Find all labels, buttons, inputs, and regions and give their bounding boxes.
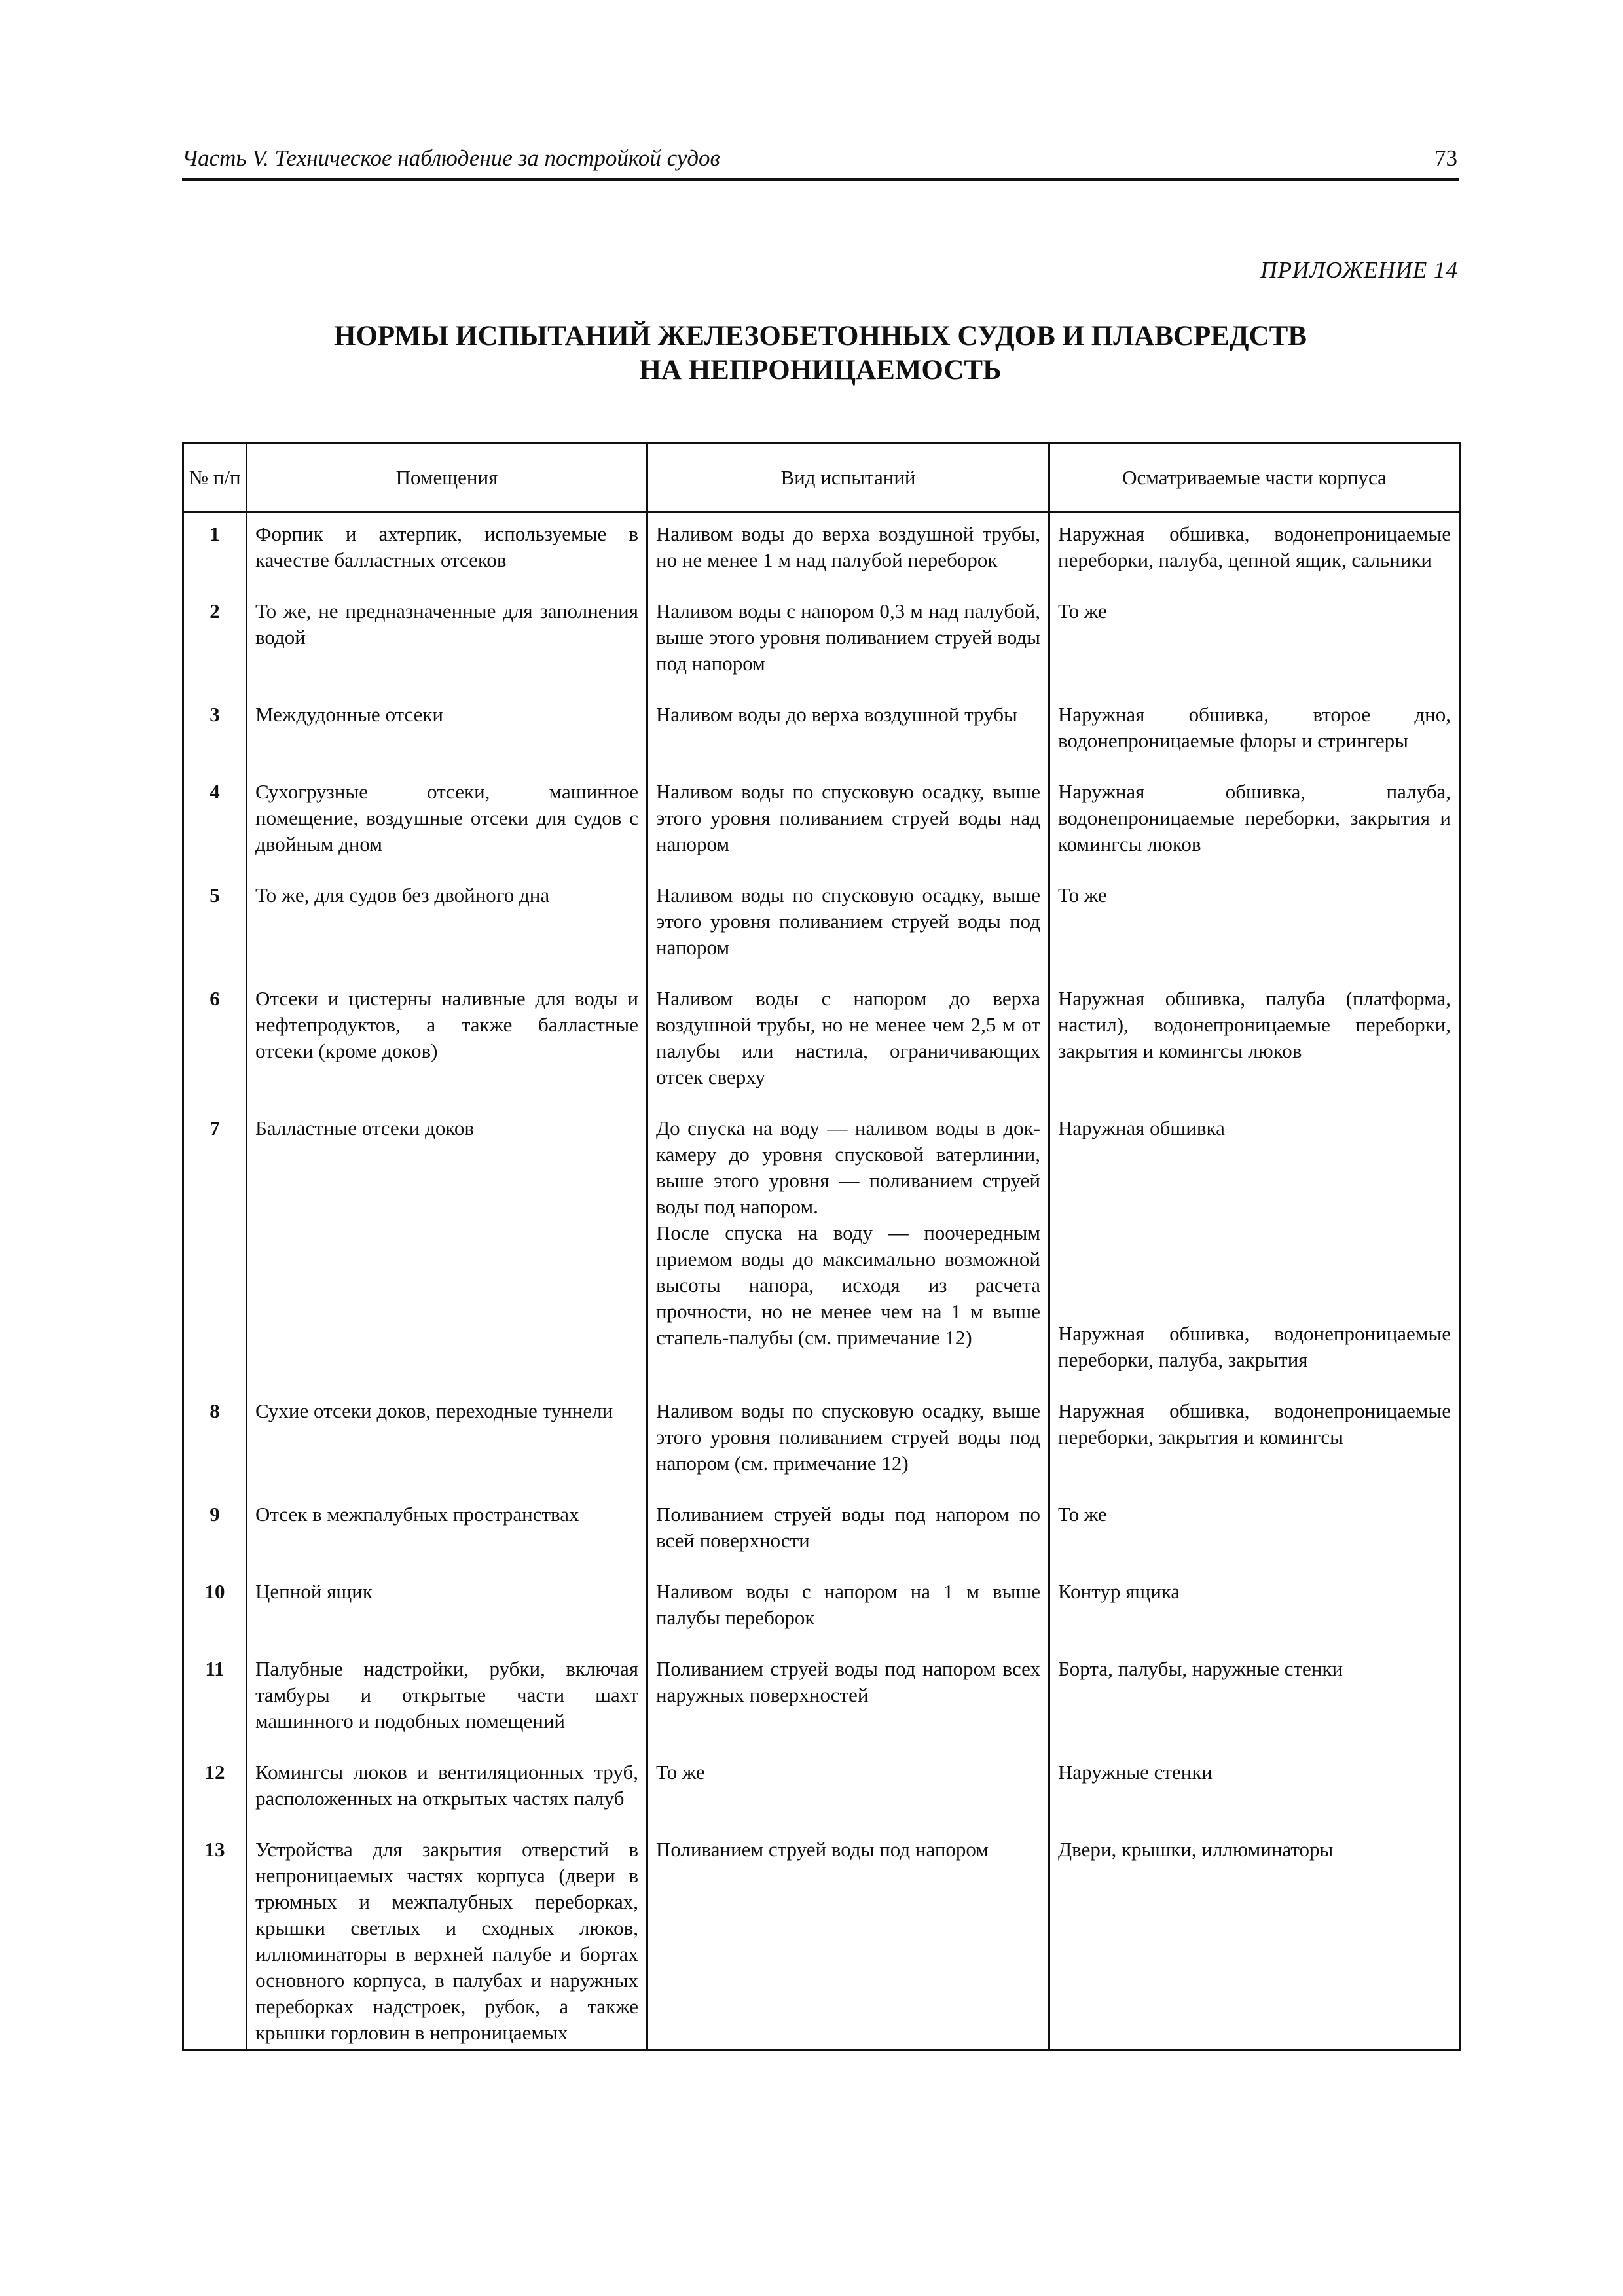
parts-cell: То же xyxy=(1049,598,1460,702)
header-test-type: Вид испытаний xyxy=(647,444,1049,512)
row-number: 12 xyxy=(183,1759,247,1837)
table-row xyxy=(183,986,1460,1115)
row-number: 5 xyxy=(183,882,247,986)
row-number: 2 xyxy=(183,598,247,702)
title-line-2: НА НЕПРОНИЦАЕМОСТЬ xyxy=(639,355,1002,386)
table-row xyxy=(183,702,1460,779)
table-row xyxy=(183,598,1460,702)
test-cell: Наливом воды с напором на 1 м выше палубы переборок xyxy=(647,1579,1049,1656)
room-cell: Комингсы люков и вентиляционных труб, расположенных на открытых частях палуб xyxy=(247,1759,647,1837)
row-number: 11 xyxy=(183,1656,247,1759)
room-cell: То же, для судов без двойного дна xyxy=(247,882,647,986)
row-number: 9 xyxy=(183,1501,247,1579)
table-row xyxy=(183,779,1460,882)
test-cell: Наливом воды по спусковую осадку, выше этого уровня поливанием струей воды над напором xyxy=(647,779,1049,882)
row-number: 3 xyxy=(183,702,247,779)
parts-cell: Наружная обшивка, водонепроницаемые переборки, палуба, цепной ящик, сальники xyxy=(1049,521,1460,598)
test-after-launch: После спуска на воду — поочередным приемом воды до максимально возможной высоты напора, исходя из расчета прочности, но не менее чем на 1 м выше стапель-палубы (см. примечание 12) xyxy=(656,1221,1040,1349)
test-cell: Наливом воды с напором до верха воздушной трубы, но не менее чем 2,5 м от палубы или настила, ограничивающих отсек сверху xyxy=(647,986,1049,1115)
room-cell: Сухие отсеки доков, переходные туннели xyxy=(247,1398,647,1501)
document-title xyxy=(182,319,1459,387)
parts-cell: Наружная обшивка, палуба, водонепроницаемые переборки, закрытия и комингсы люков xyxy=(1049,779,1460,882)
parts-cell: То же xyxy=(1049,1501,1460,1579)
table-row xyxy=(183,1656,1460,1759)
parts-cell: Наружная обшивка, палуба (платформа, настил), водонепроницаемые переборки, закрытия и комингсы люков xyxy=(1049,986,1460,1115)
row-number: 6 xyxy=(183,986,247,1115)
header-rule xyxy=(182,178,1459,181)
parts-cell: Наружная обшивка, второе дно, водонепроницаемые флоры и стрингеры xyxy=(1049,702,1460,779)
room-cell: То же, не предназначенные для заполнения водой xyxy=(247,598,647,702)
norms-table xyxy=(182,442,1461,2051)
room-cell: Форпик и ахтерпик, используемые в качестве балластных отсеков xyxy=(247,521,647,598)
parts-cell: Двери, крышки, иллюминаторы xyxy=(1049,1837,1460,2050)
header-inspected-parts: Осматриваемые части корпуса xyxy=(1049,444,1460,512)
room-cell: Цепной ящик xyxy=(247,1579,647,1656)
test-cell xyxy=(647,1115,1049,1398)
parts-cell: То же xyxy=(1049,882,1460,986)
table-header-row xyxy=(183,444,1460,512)
header-number: № п/п xyxy=(183,444,247,512)
row-number: 8 xyxy=(183,1398,247,1501)
test-cell: Наливом воды по спусковую осадку, выше этого уровня поливанием струей воды под напором (см. примечание 12) xyxy=(647,1398,1049,1501)
appendix-label: ПРИЛОЖЕНИЕ 14 xyxy=(1260,257,1458,283)
room-cell: Балластные отсеки доков xyxy=(247,1115,647,1398)
room-cell: Отсек в межпалубных пространствах xyxy=(247,1501,647,1579)
parts-after-launch: Наружная обшивка, водонепроницаемые переборки, палуба, закрытия xyxy=(1058,1322,1451,1371)
table-row xyxy=(183,1115,1460,1398)
test-before-launch: До спуска на воду — наливом воды в док-камеру до уровня спусковой ватерлинии, выше этого уровня — поливанием струей воды под напором. xyxy=(656,1117,1040,1218)
title-line-1: НОРМЫ ИСПЫТАНИЙ ЖЕЛЕЗОБЕТОННЫХ СУДОВ И ПЛАВСРЕДСТВ xyxy=(334,321,1307,351)
row-number: 7 xyxy=(183,1115,247,1398)
parts-cell: Борта, палубы, наружные стенки xyxy=(1049,1656,1460,1759)
row-number: 13 xyxy=(183,1837,247,2050)
parts-cell: Наружные стенки xyxy=(1049,1759,1460,1837)
room-cell: Междудонные отсеки xyxy=(247,702,647,779)
test-cell: Наливом воды по спусковую осадку, выше этого уровня поливанием струей воды под напором xyxy=(647,882,1049,986)
room-cell: Палубные надстройки, рубки, включая тамбуры и открытые части шахт машинного и подобных помещений xyxy=(247,1656,647,1759)
test-cell: Поливанием струей воды под напором всех наружных поверхностей xyxy=(647,1656,1049,1759)
parts-cell: Контур ящика xyxy=(1049,1579,1460,1656)
table-row xyxy=(183,1579,1460,1656)
table-row xyxy=(183,1837,1460,2050)
page-number: 73 xyxy=(1434,145,1457,171)
table-row xyxy=(183,882,1460,986)
test-cell: То же xyxy=(647,1759,1049,1837)
room-cell: Сухогрузные отсеки, машинное помещение, воздушные отсеки для судов с двойным дном xyxy=(247,779,647,882)
table-row xyxy=(183,1398,1460,1501)
test-cell: Наливом воды с напором 0,3 м над палубой, выше этого уровня поливанием струей воды под напором xyxy=(647,598,1049,702)
room-cell: Устройства для закрытия отверстий в непроницаемых частях корпуса (двери в трюмных и межпалубных переборках, крышки светлых и сходных люков, иллюминаторы в верхней палубе и бортах основного корпуса, в палубах и наружных переборках надстроек, рубок, а также крышки горловин в непроницаемых xyxy=(247,1837,647,2050)
table-row xyxy=(183,1759,1460,1837)
row-number: 1 xyxy=(183,521,247,598)
running-title: Часть V. Техническое наблюдение за постройкой судов xyxy=(182,145,720,171)
table-row xyxy=(183,521,1460,598)
room-cell: Отсеки и цистерны наливные для воды и нефтепродуктов, а также балластные отсеки (кроме доков) xyxy=(247,986,647,1115)
parts-cell xyxy=(1049,1115,1460,1398)
parts-before-launch: Наружная обшивка xyxy=(1058,1117,1225,1139)
test-cell: Поливанием струей воды под напором xyxy=(647,1837,1049,2050)
test-cell: Поливанием струей воды под напором по всей поверхности xyxy=(647,1501,1049,1579)
row-number: 4 xyxy=(183,779,247,882)
test-cell: Наливом воды до верха воздушной трубы, но не менее 1 м над палубой переборок xyxy=(647,521,1049,598)
test-cell: Наливом воды до верха воздушной трубы xyxy=(647,702,1049,779)
parts-cell: Наружная обшивка, водонепроницаемые переборки, закрытия и комингсы xyxy=(1049,1398,1460,1501)
running-header xyxy=(182,145,1457,178)
header-rooms: Помещения xyxy=(247,444,647,512)
row-number: 10 xyxy=(183,1579,247,1656)
table-row xyxy=(183,1501,1460,1579)
